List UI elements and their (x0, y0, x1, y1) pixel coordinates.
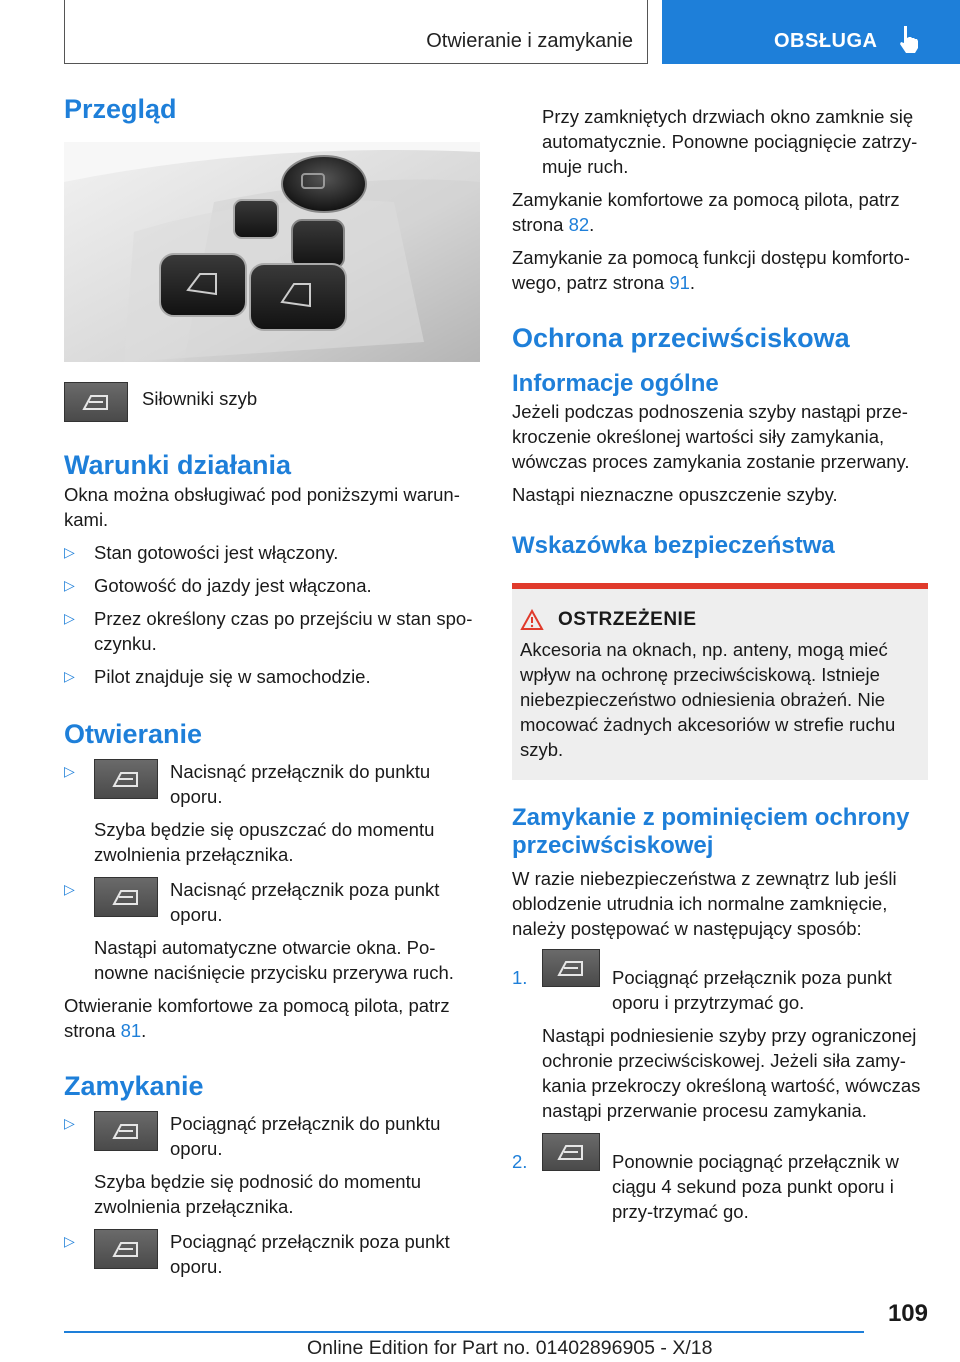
list-item: ▷ Pociągnąć przełącznik do punktu oporu. Szyba będzie się podnosić do momentu zwolnienia przełącznika. (64, 1113, 441, 1217)
opening-heading: Otwieranie (64, 719, 203, 749)
window-switch-icon (94, 877, 158, 917)
window-switch-icon (542, 1133, 600, 1171)
window-switch-icon (64, 382, 128, 422)
bypass-heading: Zamykanie z pominięciem ochrony przeciwściskowej (512, 804, 910, 859)
list-item: ▷ Pilot znajduje się w samochodzie. (64, 666, 371, 687)
photo-caption-text: Siłowniki szyb (142, 388, 258, 409)
chapter-title: Otwieranie i zamykanie (426, 30, 633, 52)
bypass-steps (512, 949, 928, 1224)
section-tab (662, 0, 960, 64)
closing-heading: Zamykanie (64, 1071, 204, 1101)
window-switches-photo (64, 142, 480, 362)
window-switch-icon (94, 1111, 158, 1151)
list-item: ▷ Nacisnąć przełącznik do punktu oporu. Szyba będzie się opuszczać do momentu zwolnienia przełącznika. (64, 761, 435, 865)
closing-steps (64, 1111, 480, 1279)
window-switch-icon (94, 759, 158, 799)
comfort-open-text: Otwieranie komfortowe za pomocą pilota, patrz strona 81. (64, 995, 450, 1041)
conditions-heading: Warunki działania (64, 450, 292, 480)
list-item: ▷ Gotowość do jazdy jest włączona. (64, 575, 372, 596)
comfort-close-text: Zamykanie komfortowe za pomocą pilota, patrz strona 82. (512, 189, 900, 235)
page-link-81[interactable]: 81 (120, 1020, 142, 1041)
window-switch-icon (94, 1229, 158, 1269)
list-item: ▷ Przez określony czas po przejściu w stan spo-czynku. (64, 608, 473, 654)
opening-steps (64, 759, 480, 985)
general-info-heading: Informacje ogólne (512, 370, 719, 397)
warning-box (512, 583, 928, 780)
bypass-intro: W razie niebezpieczeństwa z zewnątrz lub jeśli oblodzenie utrudnia ich normalne zamknięcie, należy postępować w następujący sposób: (512, 868, 897, 939)
window-switch-icon (542, 949, 600, 987)
page-number: 109 (887, 1300, 928, 1327)
left-column (64, 92, 480, 1279)
general-info-p2: Nastąpi nieznaczne opuszczenie szyby. (512, 484, 838, 505)
conditions-intro: Okna można obsługiwać pod poniższymi warun-kami. (64, 484, 460, 530)
comfort-access-text: Zamykanie za pomocą funkcji dostępu komforto-wego, patrz strona 91. (512, 247, 910, 293)
photo-caption (64, 382, 480, 422)
chapter-tab (64, 0, 648, 64)
list-item: ▷ Pociągnąć przełącznik poza punkt oporu. (64, 1231, 450, 1277)
list-item: ▷ Nacisnąć przełącznik poza punkt oporu. Nastąpi automatyczne otwarcie okna. Po-nowne naciśnięcie przycisku przerywa ruch. (64, 879, 454, 983)
general-info-p1: Jeżeli podczas podnoszenia szyby nastąpi prze-kroczenie określonej wartości siły zamykania, wówczas proces zamykania zostanie przerwany. (512, 401, 910, 472)
page-link-82[interactable]: 82 (568, 214, 590, 235)
footer-divider (64, 1331, 864, 1333)
safety-heading: Wskazówka bezpieczeństwa (512, 532, 835, 559)
section-title: OBSŁUGA (774, 30, 878, 52)
list-item: 1. Pociągnąć przełącznik poza punkt oporu i przytrzymać go. Nastąpi podniesienie szyby przy ograniczonej ochronie przeciwściskowej. Jeżeli siła zamy-kania przekroczy określoną wartość, wówczas nastąpi przerwanie procesu zamykania. (512, 949, 928, 1123)
warning-text: Akcesoria na oknach, np. anteny, mogą mieć wpływ na ochronę przeciwściskową. Istnieje niebezpieczeństwo odniesienia obrażeń. Nie mocować żadnych akcesoriów w strefie ruchu szyb. (520, 639, 896, 760)
closing-continued: Przy zamkniętych drzwiach okno zamknie się automatycznie. Ponowne pociągnięcie zatrzy-muje ruch. (542, 106, 918, 177)
list-item: 2. Ponownie pociągnąć przełącznik w ciągu 4 sekund poza punkt oporu i przy-trzymać go. (512, 1133, 928, 1224)
hand-pointer-icon (898, 24, 920, 54)
pinch-protection-heading: Ochrona przeciwściskowa (512, 323, 850, 353)
list-item: ▷ Stan gotowości jest włączony. (64, 542, 339, 563)
right-column (512, 104, 928, 1224)
footer-edition: Online Edition for Part no. 01402896905 - X/18 (307, 1337, 713, 1359)
warning-triangle-icon (520, 609, 544, 631)
warning-label: OSTRZEŻENIE (558, 609, 697, 630)
conditions-list (64, 540, 480, 689)
page-link-91[interactable]: 91 (669, 272, 690, 293)
overview-heading: Przegląd (64, 94, 177, 124)
